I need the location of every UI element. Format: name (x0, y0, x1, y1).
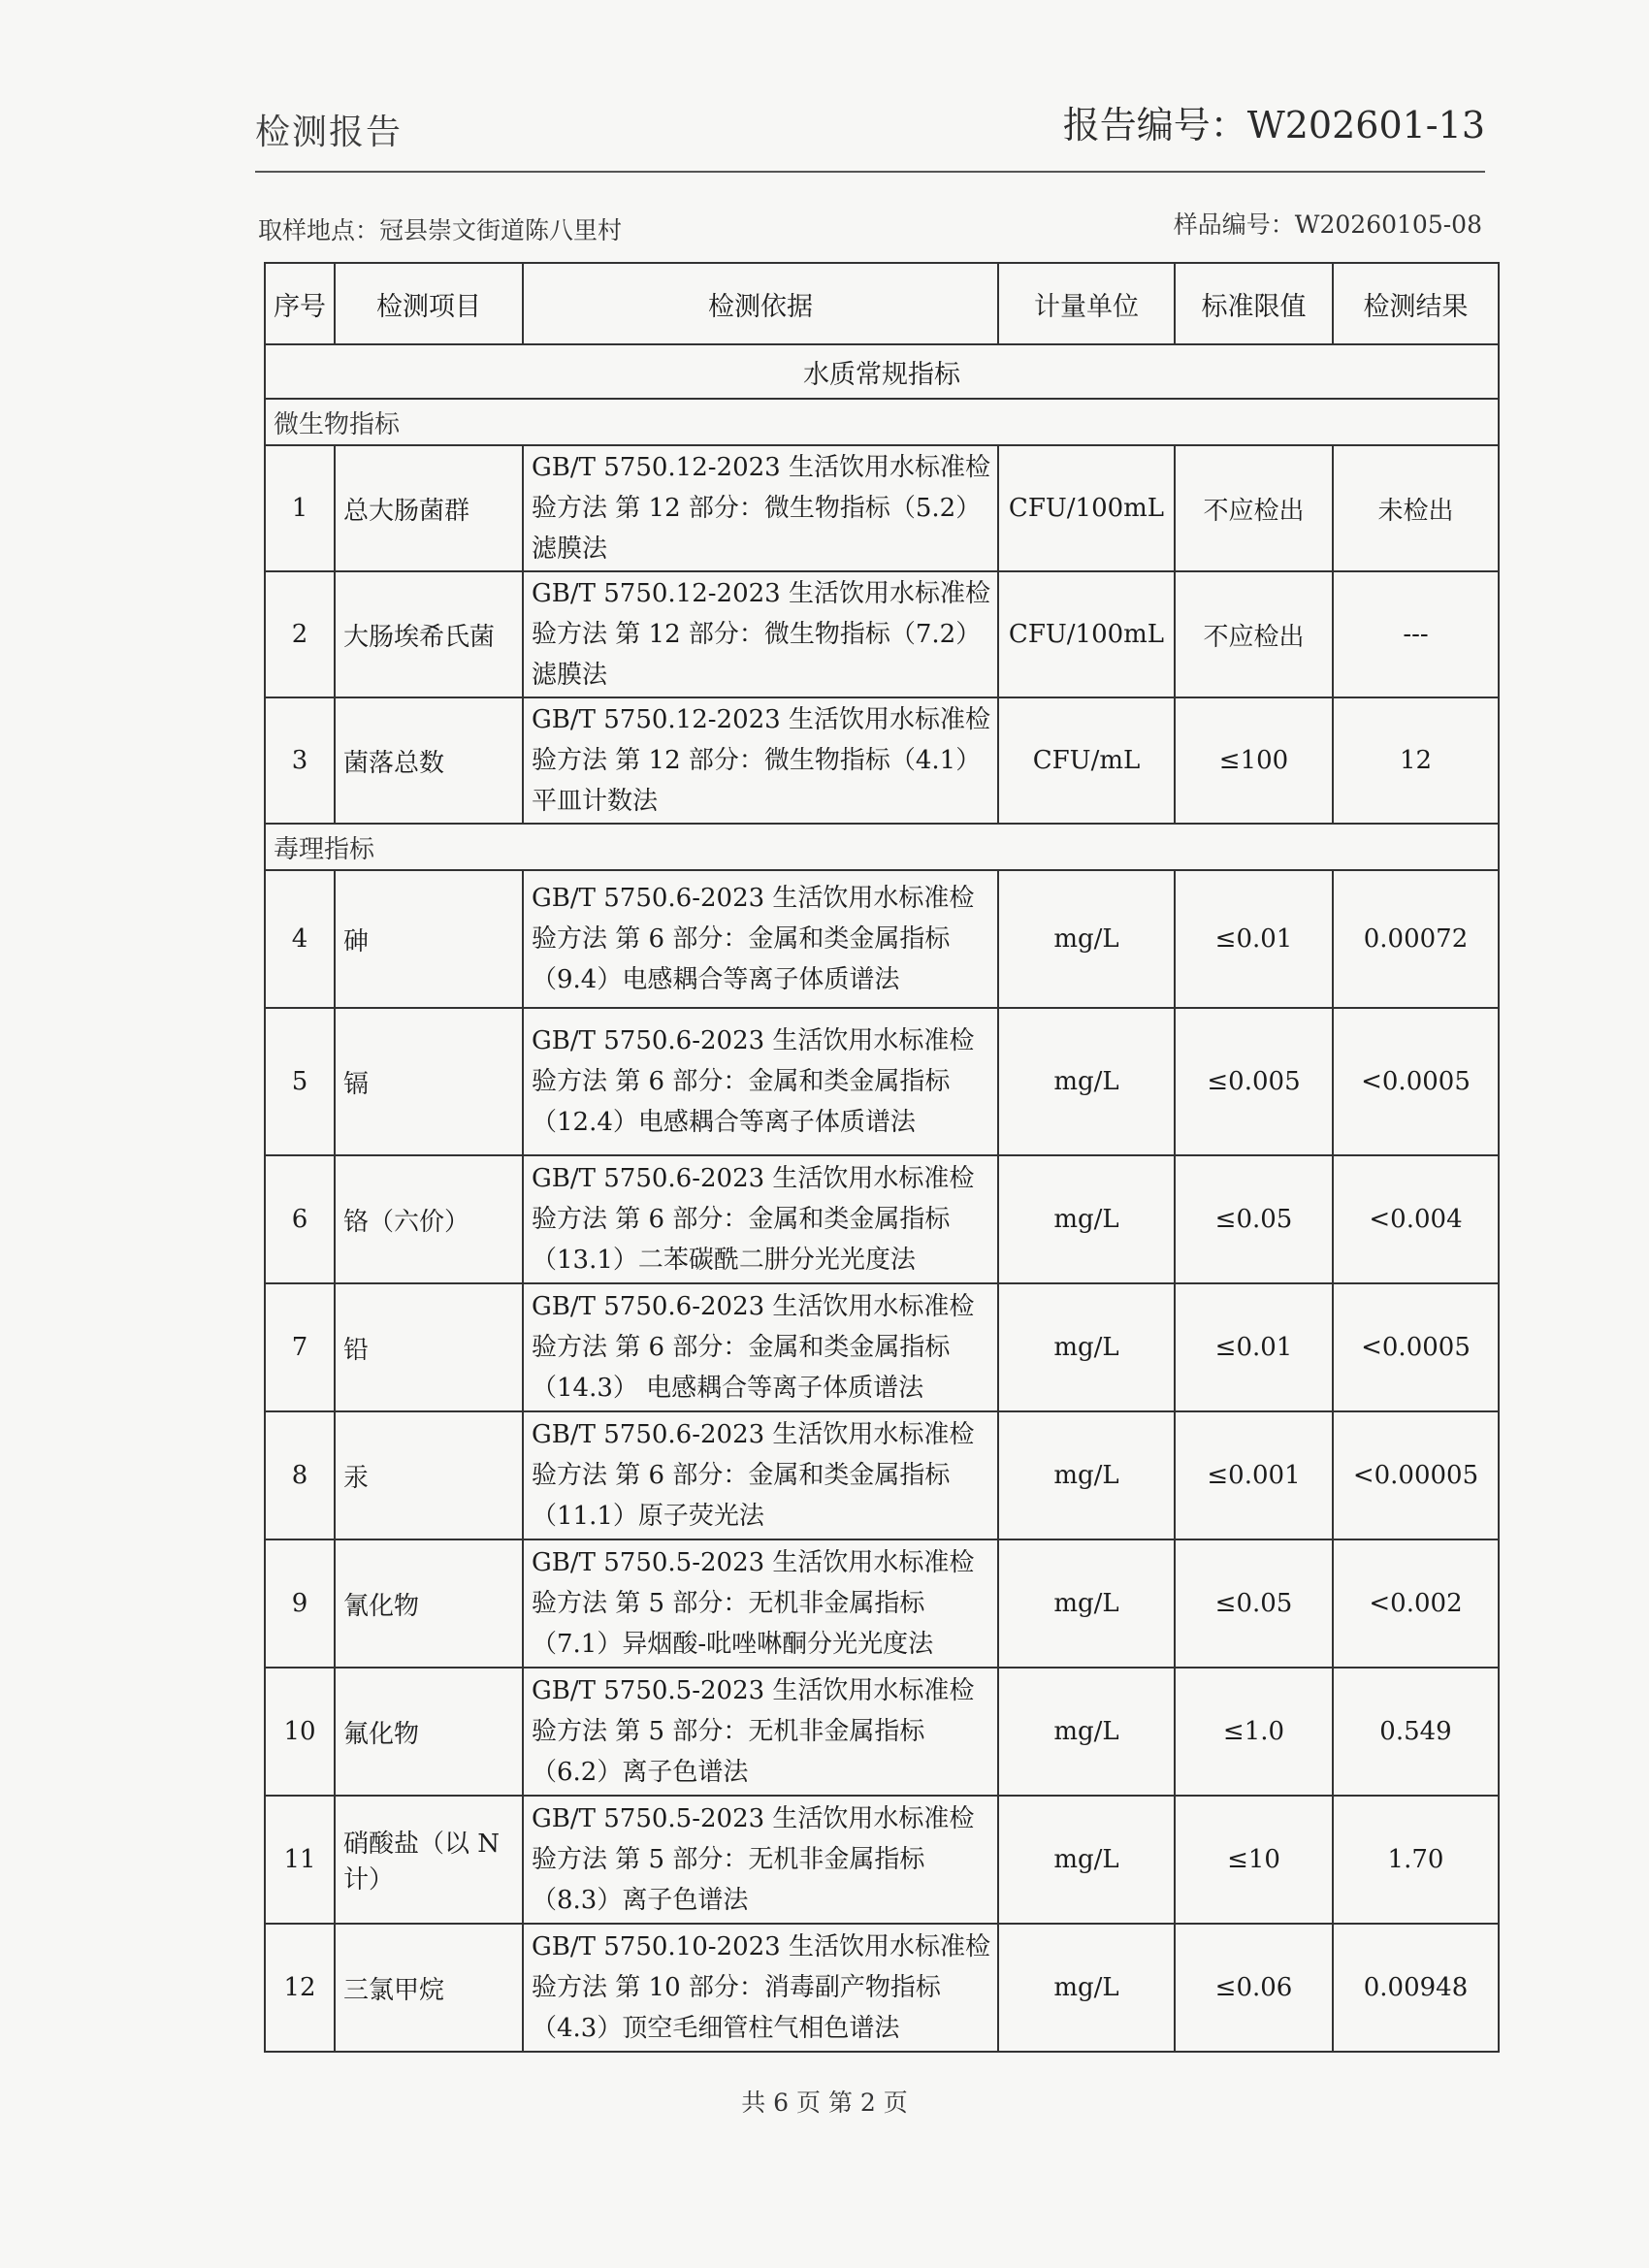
basis-line: （6.2）离子色谱法 (532, 1758, 749, 1787)
cell-limit: ≤1.0 (1175, 1668, 1333, 1796)
cell-result: 未检出 (1333, 445, 1499, 571)
table-row (265, 1008, 1499, 1155)
basis-line: （13.1）二苯碳酰二肼分光光度法 (532, 1246, 916, 1275)
table-row (265, 1283, 1499, 1411)
cell-no: 8 (265, 1411, 335, 1539)
cell-result: --- (1333, 571, 1499, 697)
basis-line: 验方法 第 6 部分：金属和类金属指标 (532, 1461, 951, 1490)
cell-basis (523, 1668, 998, 1796)
cell-limit: ≤0.06 (1175, 1924, 1333, 2052)
basis-line: 验方法 第 5 部分：无机非金属指标 (532, 1589, 925, 1618)
basis-line: GB/T 5750.12-2023 生活饮用水标准检 (532, 453, 990, 482)
cell-unit: mg/L (998, 1283, 1175, 1411)
cell-no: 5 (265, 1008, 335, 1155)
col-header-limit: 标准限值 (1175, 263, 1333, 344)
basis-line: 验方法 第 12 部分：微生物指标（5.2） (532, 494, 982, 523)
cell-unit: mg/L (998, 1155, 1175, 1283)
cell-limit: ≤0.05 (1175, 1155, 1333, 1283)
cell-unit: CFU/100mL (998, 445, 1175, 571)
cell-basis (523, 1539, 998, 1668)
table-row (265, 1924, 1499, 2052)
table-row (265, 1668, 1499, 1796)
cell-limit: 不应检出 (1175, 571, 1333, 697)
cell-unit: mg/L (998, 1008, 1175, 1155)
page-footer: 共 6 页 第 2 页 (741, 2089, 908, 2117)
basis-line: 验方法 第 12 部分：微生物指标（7.2） (532, 620, 982, 649)
cell-item: 汞 (335, 1411, 523, 1539)
basis-line: （14.3） 电感耦合等离子体质谱法 (532, 1374, 924, 1403)
test-results-table (264, 262, 1500, 2053)
cell-basis (523, 1924, 998, 2052)
basis-line: 验方法 第 6 部分：金属和类金属指标 (532, 1333, 951, 1362)
basis-line: （12.4）电感耦合等离子体质谱法 (532, 1108, 916, 1137)
section-row (265, 344, 1499, 399)
cell-no: 3 (265, 697, 335, 824)
cell-item: 铬（六价） (335, 1155, 523, 1283)
table-row (265, 870, 1499, 1008)
basis-line: （7.1）异烟酸-吡唑啉酮分光光度法 (532, 1630, 934, 1659)
cell-no: 12 (265, 1924, 335, 2052)
basis-line: （4.3）顶空毛细管柱气相色谱法 (532, 2014, 900, 2043)
col-header-unit: 计量单位 (998, 263, 1175, 344)
category-row (265, 399, 1499, 445)
cell-no: 10 (265, 1668, 335, 1796)
cell-basis (523, 1155, 998, 1283)
cell-basis (523, 1411, 998, 1539)
cell-item: 氰化物 (335, 1539, 523, 1668)
cell-result: <0.002 (1333, 1539, 1499, 1668)
cell-unit: CFU/100mL (998, 571, 1175, 697)
basis-line: GB/T 5750.6-2023 生活饮用水标准检 (532, 1420, 975, 1449)
cell-unit: mg/L (998, 1411, 1175, 1539)
cell-result: 12 (1333, 697, 1499, 824)
cell-basis (523, 1283, 998, 1411)
cell-result: <0.0005 (1333, 1008, 1499, 1155)
cell-limit: ≤0.01 (1175, 870, 1333, 1008)
cell-item: 镉 (335, 1008, 523, 1155)
section-title: 水质常规指标 (265, 344, 1499, 399)
basis-line: 验方法 第 10 部分：消毒副产物指标 (532, 1973, 941, 2002)
table-row (265, 1796, 1499, 1924)
basis-line: GB/T 5750.6-2023 生活饮用水标准检 (532, 1164, 975, 1193)
basis-line: 验方法 第 6 部分：金属和类金属指标 (532, 1205, 951, 1234)
cell-limit: ≤0.005 (1175, 1008, 1333, 1155)
basis-line: GB/T 5750.6-2023 生活饮用水标准检 (532, 1026, 975, 1055)
cell-no: 6 (265, 1155, 335, 1283)
cell-no: 7 (265, 1283, 335, 1411)
cell-basis (523, 870, 998, 1008)
cell-result: 0.549 (1333, 1668, 1499, 1796)
table-row (265, 445, 1499, 571)
cell-no: 11 (265, 1796, 335, 1924)
col-header-no: 序号 (265, 263, 335, 344)
table-header-row (265, 263, 1499, 344)
basis-line: （9.4）电感耦合等离子体质谱法 (532, 965, 900, 994)
basis-line: 验方法 第 5 部分：无机非金属指标 (532, 1845, 925, 1874)
sample-number: 样品编号：W20260105-08 (1173, 211, 1482, 239)
table-row (265, 1411, 1499, 1539)
cell-no: 2 (265, 571, 335, 697)
report-header (255, 95, 1485, 153)
cell-result: <0.00005 (1333, 1411, 1499, 1539)
basis-line: 验方法 第 12 部分：微生物指标（4.1） (532, 746, 982, 775)
cell-no: 4 (265, 870, 335, 1008)
basis-line: 平皿计数法 (532, 787, 659, 816)
col-header-result: 检测结果 (1333, 263, 1499, 344)
cell-unit: mg/L (998, 1539, 1175, 1668)
cell-limit: ≤10 (1175, 1796, 1333, 1924)
cell-item: 氟化物 (335, 1668, 523, 1796)
cell-basis (523, 1008, 998, 1155)
basis-line: （11.1）原子荧光法 (532, 1502, 764, 1531)
basis-line: 滤膜法 (532, 661, 608, 690)
cell-no: 9 (265, 1539, 335, 1668)
cell-item: 铅 (335, 1283, 523, 1411)
cell-limit: ≤100 (1175, 697, 1333, 824)
cell-unit: mg/L (998, 1924, 1175, 2052)
category-name: 毒理指标 (265, 824, 1499, 870)
cell-item: 菌落总数 (335, 697, 523, 824)
cell-result: 0.00072 (1333, 870, 1499, 1008)
cell-result: <0.004 (1333, 1155, 1499, 1283)
basis-line: GB/T 5750.5-2023 生活饮用水标准检 (532, 1676, 975, 1705)
table-row (265, 1155, 1499, 1283)
col-header-item: 检测项目 (335, 263, 523, 344)
basis-line: GB/T 5750.5-2023 生活饮用水标准检 (532, 1804, 975, 1833)
basis-line: GB/T 5750.5-2023 生活饮用水标准检 (532, 1548, 975, 1577)
cell-item: 硝酸盐（以 N 计） (335, 1796, 523, 1924)
basis-line: GB/T 5750.6-2023 生活饮用水标准检 (532, 884, 975, 913)
basis-line: 验方法 第 5 部分：无机非金属指标 (532, 1717, 925, 1746)
cell-no: 1 (265, 445, 335, 571)
cell-unit: mg/L (998, 1796, 1175, 1924)
basis-line: （8.3）离子色谱法 (532, 1886, 749, 1915)
cell-basis (523, 571, 998, 697)
basis-line: GB/T 5750.6-2023 生活饮用水标准检 (532, 1292, 975, 1321)
cell-unit: mg/L (998, 1668, 1175, 1796)
sample-meta (258, 211, 1482, 250)
sampling-location: 取样地点：冠县崇文街道陈八里村 (258, 216, 623, 244)
basis-line: 验方法 第 6 部分：金属和类金属指标 (532, 1067, 951, 1096)
col-header-basis: 检测依据 (523, 263, 998, 344)
cell-result: 1.70 (1333, 1796, 1499, 1924)
cell-result: 0.00948 (1333, 1924, 1499, 2052)
basis-line: GB/T 5750.12-2023 生活饮用水标准检 (532, 579, 990, 608)
cell-item: 三氯甲烷 (335, 1924, 523, 2052)
basis-line: GB/T 5750.12-2023 生活饮用水标准检 (532, 705, 990, 734)
report-number: 报告编号：W202601-13 (1062, 104, 1485, 146)
table-row (265, 697, 1499, 824)
cell-basis (523, 445, 998, 571)
cell-unit: CFU/mL (998, 697, 1175, 824)
category-row (265, 824, 1499, 870)
cell-basis (523, 697, 998, 824)
cell-item: 砷 (335, 870, 523, 1008)
basis-line: GB/T 5750.10-2023 生活饮用水标准检 (532, 1932, 990, 1961)
basis-line: 滤膜法 (532, 535, 608, 564)
cell-unit: mg/L (998, 870, 1175, 1008)
table-body (265, 344, 1499, 2052)
cell-item: 总大肠菌群 (335, 445, 523, 571)
cell-result: <0.0005 (1333, 1283, 1499, 1411)
category-name: 微生物指标 (265, 399, 1499, 445)
cell-limit: ≤0.01 (1175, 1283, 1333, 1411)
table-row (265, 571, 1499, 697)
cell-basis (523, 1796, 998, 1924)
cell-limit: ≤0.001 (1175, 1411, 1333, 1539)
cell-limit: 不应检出 (1175, 445, 1333, 571)
report-title: 检测报告 (255, 113, 404, 152)
header-divider (255, 171, 1485, 173)
table-row (265, 1539, 1499, 1668)
cell-item: 大肠埃希氏菌 (335, 571, 523, 697)
basis-line: 验方法 第 6 部分：金属和类金属指标 (532, 924, 951, 954)
cell-limit: ≤0.05 (1175, 1539, 1333, 1668)
